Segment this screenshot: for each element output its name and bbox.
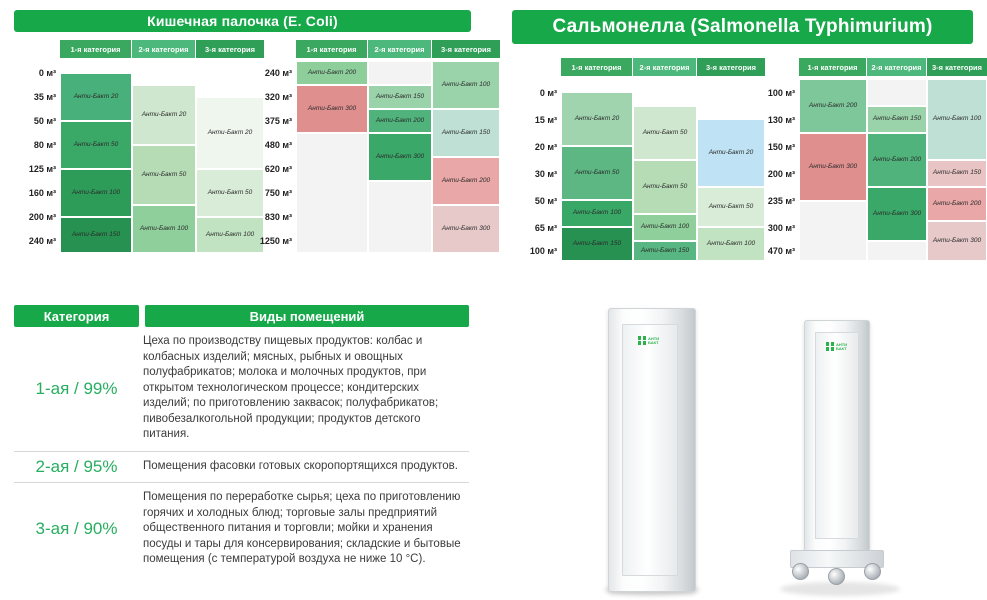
matrix-ecoli-1-cat-3: 3-я категория [196, 40, 264, 58]
matrix-cell: Анти-Бакт 150 [927, 160, 987, 187]
volume-label: 830 м³ [264, 212, 292, 222]
matrix-cell: Анти-Бакт 50 [561, 146, 633, 200]
row-category: 3-ая / 90% [35, 519, 118, 539]
category-table-header [14, 305, 469, 327]
header-category: Категория [14, 305, 139, 327]
volume-label: 480 м³ [264, 140, 292, 150]
matrix-salmonella-1-volumes [515, 79, 561, 261]
matrix-cell: Анти-Бакт 200 [368, 109, 432, 133]
volume-label: 300 м³ [767, 222, 795, 233]
matrix-cell: Анти-Бакт 300 [296, 85, 368, 133]
matrix-ecoli-1-grid [60, 61, 264, 253]
matrix-ecoli-2-cat-2: 2-я категория [368, 40, 432, 58]
matrix-cell: Анти-Бакт 20 [132, 85, 196, 145]
volume-label: 130 м³ [767, 114, 795, 125]
matrix-ecoli-2-cat-3: 3-я категория [432, 40, 500, 58]
volume-label: 200 м³ [767, 168, 795, 179]
row-category: 2-ая / 95% [35, 456, 118, 476]
matrix-salmonella-2-volumes [749, 79, 799, 261]
matrix-salmonella-2 [749, 58, 987, 261]
matrix-cell: Анти-Бакт 300 [867, 187, 927, 241]
matrix-ecoli-2-volumes [246, 61, 296, 253]
matrix-cell: Анти-Бакт 200 [927, 187, 987, 221]
volume-label: 470 м³ [767, 246, 795, 256]
matrix-cell: Анти-Бакт 100 [196, 217, 264, 253]
product-photos [560, 300, 980, 595]
matrix-cell: Анти-Бакт 100 [697, 227, 765, 261]
matrix-cell: Анти-Бакт 150 [561, 227, 633, 261]
matrix-cell-empty [296, 133, 368, 253]
matrix-cell: Анти-Бакт 200 [867, 133, 927, 187]
matrix-cell-empty [867, 241, 927, 261]
matrix-ecoli-1-cat-1: 1-я категория [60, 40, 132, 58]
row-rooms: Помещения фасовки готовых скоропортящихся продуктов. [143, 459, 458, 472]
volume-label: 240 м³ [264, 68, 292, 78]
volume-label: 30 м³ [534, 168, 557, 179]
volume-label: 750 м³ [264, 188, 292, 198]
matrix-salmonella-1-cat-3: 3-я категория [697, 58, 765, 76]
product-mobile-recirculator [790, 320, 882, 595]
volume-label: 35 м³ [33, 92, 56, 102]
ecoli-section-title: Кишечная палочка (E. Coli) [14, 10, 471, 32]
volume-label: 125 м³ [28, 164, 56, 174]
row-category: 1-ая / 99% [35, 378, 118, 398]
volume-label: 65 м³ [534, 222, 557, 233]
matrix-salmonella-2-cat-2: 2-я категория [867, 58, 927, 76]
product-wall-recirculator [608, 308, 694, 593]
table-row [14, 327, 469, 452]
logo-text: АНТИ БАКТ [648, 335, 660, 345]
matrix-cell: Анти-Бакт 50 [196, 169, 264, 217]
matrix-cell: Анти-Бакт 150 [60, 217, 132, 253]
matrix-salmonella-1-grid [561, 79, 765, 261]
volume-label: 100 м³ [767, 87, 795, 98]
matrix-ecoli-2 [246, 40, 500, 253]
matrix-cell: Анти-Бакт 100 [432, 61, 500, 109]
volume-label: 80 м³ [33, 140, 56, 150]
matrix-ecoli-1-volumes [14, 61, 60, 253]
matrix-cell: Анти-Бакт 100 [132, 205, 196, 253]
brand-logo [638, 336, 659, 345]
row-rooms: Цеха по производству пищевых продуктов: колбас и колбасных изделий; мясных, рыбных и овощных полуфабрикатов; молока и молочных продуктов, при открытом технологическом процессе; кондитерских изделий; по приготовлению заквасок; полуфабрикатов; пивобезалкогольной продукции; продуктов детского питания. [143, 335, 439, 440]
volume-label: 240 м³ [28, 236, 56, 246]
volume-label: 15 м³ [534, 114, 557, 125]
matrix-salmonella-2-grid [799, 79, 987, 261]
matrix-cell-empty [799, 201, 867, 261]
row-rooms: Помещения по переработке сырья; цеха по приготовлению горячих и холодных блюд; торговые залы предприятий общественного питания и торговли; мойки и хранения посуды и тары для консервирования; складские и бытовые помещения (с температурой воздуха не ниже 10 °C). [143, 491, 461, 565]
volume-label: 50 м³ [33, 116, 56, 126]
matrix-cell: Анти-Бакт 20 [697, 119, 765, 187]
volume-label: 50 м³ [534, 195, 557, 206]
matrix-cell-empty [867, 79, 927, 106]
matrix-salmonella-1-cat-2: 2-я категория [633, 58, 697, 76]
recirculator-panel [622, 324, 678, 576]
matrix-cell: Анти-Бакт 200 [432, 157, 500, 205]
volume-label: 320 м³ [264, 92, 292, 102]
matrix-cell: Анти-Бакт 150 [867, 106, 927, 133]
matrix-cell-empty [368, 61, 432, 85]
volume-label: 100 м³ [529, 246, 557, 256]
recirculator-panel [815, 332, 859, 539]
matrix-cell: Анти-Бакт 150 [368, 85, 432, 109]
matrix-cell: Анти-Бакт 20 [561, 92, 633, 146]
matrix-cell: Анти-Бакт 50 [60, 121, 132, 169]
logo-mark-icon [826, 342, 834, 351]
caster-wheel [792, 563, 809, 580]
salmonella-section-title: Сальмонелла (Salmonella Typhimurium) [512, 10, 973, 44]
table-row [14, 452, 469, 484]
matrix-cell: Анти-Бакт 150 [432, 109, 500, 157]
volume-label: 235 м³ [767, 195, 795, 206]
caster-wheel [864, 563, 881, 580]
matrix-ecoli-1-cat-2: 2-я категория [132, 40, 196, 58]
matrix-salmonella-1 [515, 58, 765, 261]
matrix-cell: Анти-Бакт 300 [432, 205, 500, 253]
matrix-cell: Анти-Бакт 50 [633, 106, 697, 160]
volume-label: 0 м³ [38, 68, 56, 78]
logo-mark-icon [638, 336, 646, 345]
table-row [14, 483, 469, 576]
volume-label: 160 м³ [28, 188, 56, 198]
volume-label: 375 м³ [264, 116, 292, 126]
caster-wheel [828, 568, 845, 585]
matrix-ecoli-2-cat-1: 1-я категория [296, 40, 368, 58]
matrix-cell: Анти-Бакт 300 [799, 133, 867, 201]
logo-text: АНТИ БАКТ [836, 341, 848, 351]
matrix-ecoli-2-grid [296, 61, 500, 253]
matrix-cell: Анти-Бакт 100 [633, 214, 697, 241]
matrix-salmonella-2-cat-1: 1-я категория [799, 58, 867, 76]
category-table [14, 305, 469, 576]
matrix-salmonella-1-cat-1: 1-я категория [561, 58, 633, 76]
matrix-cell: Анти-Бакт 50 [633, 160, 697, 214]
matrix-cell: Анти-Бакт 300 [927, 221, 987, 261]
matrix-ecoli-1 [14, 40, 264, 253]
matrix-cell-empty [368, 181, 432, 253]
matrix-cell: Анти-Бакт 20 [60, 73, 132, 121]
volume-label: 150 м³ [767, 141, 795, 152]
matrix-cell: Анти-Бакт 20 [196, 97, 264, 169]
volume-label: 1250 м³ [259, 236, 292, 246]
brand-logo [826, 342, 847, 351]
volume-label: 200 м³ [28, 212, 56, 222]
matrix-cell: Анти-Бакт 50 [697, 187, 765, 227]
matrix-cell: Анти-Бакт 300 [368, 133, 432, 181]
matrix-cell: Анти-Бакт 50 [132, 145, 196, 205]
matrix-cell: Анти-Бакт 100 [561, 200, 633, 227]
matrix-cell: Анти-Бакт 150 [633, 241, 697, 261]
header-rooms: Виды помещений [145, 305, 469, 327]
matrix-cell: Анти-Бакт 100 [60, 169, 132, 217]
matrix-salmonella-2-cat-3: 3-я категория [927, 58, 987, 76]
volume-label: 620 м³ [264, 164, 292, 174]
volume-label: 0 м³ [539, 87, 557, 98]
matrix-cell: Анти-Бакт 100 [927, 79, 987, 160]
matrix-cell: Анти-Бакт 200 [296, 61, 368, 85]
matrix-cell: Анти-Бакт 200 [799, 79, 867, 133]
volume-label: 20 м³ [534, 141, 557, 152]
